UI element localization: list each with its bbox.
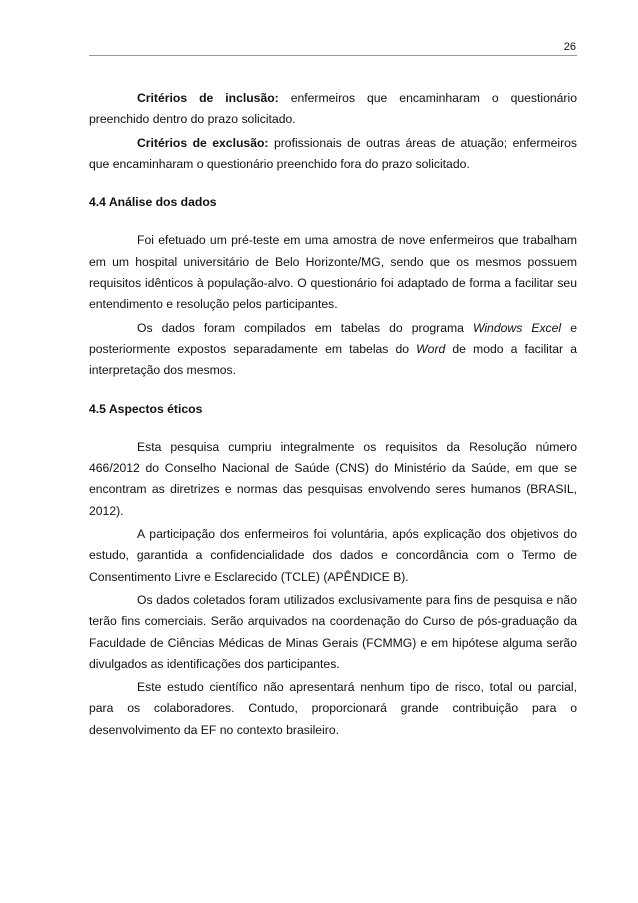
section-4-5-paragraph-3: Os dados coletados foram utilizados exclusivamente para fins de pesquisa e não terão fins comerciais. Serão arquivados na coordenação do Curso de pós-graduação da Faculdade de Ciências Médicas de Minas Gerais (FCMMG) e em hipótese alguma serão divulgados as identificações dos participantes. bbox=[89, 592, 577, 671]
inclusion-criteria-label: Critérios de inclusão: bbox=[137, 91, 279, 105]
section-4-4-paragraph-2 bbox=[89, 318, 577, 382]
exclusion-criteria-label: Critérios de exclusão: bbox=[137, 135, 269, 150]
inclusion-criteria-text: enfermeiros que encaminharam o questionário preenchido dentro do prazo solicitado. bbox=[89, 91, 577, 127]
section-4-5-paragraph-2: A participação dos enfermeiros foi voluntária, após explicação dos objetivos do estudo, garantida a confidencialidade dos dados e concordância com o Termo de Consentimento Livre e Esclarecido (TCLE) (APÊNDICE B). bbox=[89, 527, 577, 584]
page-content bbox=[89, 88, 577, 741]
software-name-excel: Windows Excel bbox=[472, 320, 562, 335]
header-rule bbox=[89, 55, 577, 56]
exclusion-criteria bbox=[89, 133, 577, 176]
software-name-word: Word bbox=[416, 341, 446, 356]
section-4-5-paragraph-1: Esta pesquisa cumpriu integralmente os requisitos da Resolução número 466/2012 do Conselho Nacional de Saúde (CNS) do Ministério da Saúde, em que se encontram as diretrizes e normas das pesquisas envolvendo seres humanos (BRASIL, 2012). bbox=[89, 439, 577, 518]
paragraph-text: Os dados foram compilados em tabelas do programa bbox=[137, 320, 473, 335]
paragraph-text: e posteriormente expostos separadamente em tabelas do bbox=[89, 320, 577, 356]
section-heading-4-4: 4.4 Análise dos dados bbox=[89, 195, 217, 210]
section-heading-4-5: 4.5 Aspectos éticos bbox=[89, 401, 203, 416]
section-4-5-paragraph-4: Este estudo científico não apresentará nenhum tipo de risco, total ou parcial, para os colaboradores. Contudo, proporcionará grande contribuição para o desenvolvimento da EF no contexto brasileiro. bbox=[89, 680, 577, 737]
paragraph-text: de modo a facilitar a interpretação dos mesmos. bbox=[89, 341, 577, 378]
exclusion-criteria-text: profissionais de outras áreas de atuação; enfermeiros que encaminharam o questionário preenchido fora do prazo solicitado. bbox=[89, 135, 578, 171]
page-number: 26 bbox=[563, 41, 576, 53]
inclusion-criteria bbox=[89, 88, 577, 131]
section-4-4-paragraph-1: Foi efetuado um pré-teste em uma amostra de nove enfermeiros que trabalham em um hospital universitário de Belo Horizonte/MG, sendo que os mesmos possuem requisitos idênticos à população-alvo. O questionário foi adaptado de forma a facilitar seu entendimento e resolução pelos participantes. bbox=[89, 233, 577, 312]
